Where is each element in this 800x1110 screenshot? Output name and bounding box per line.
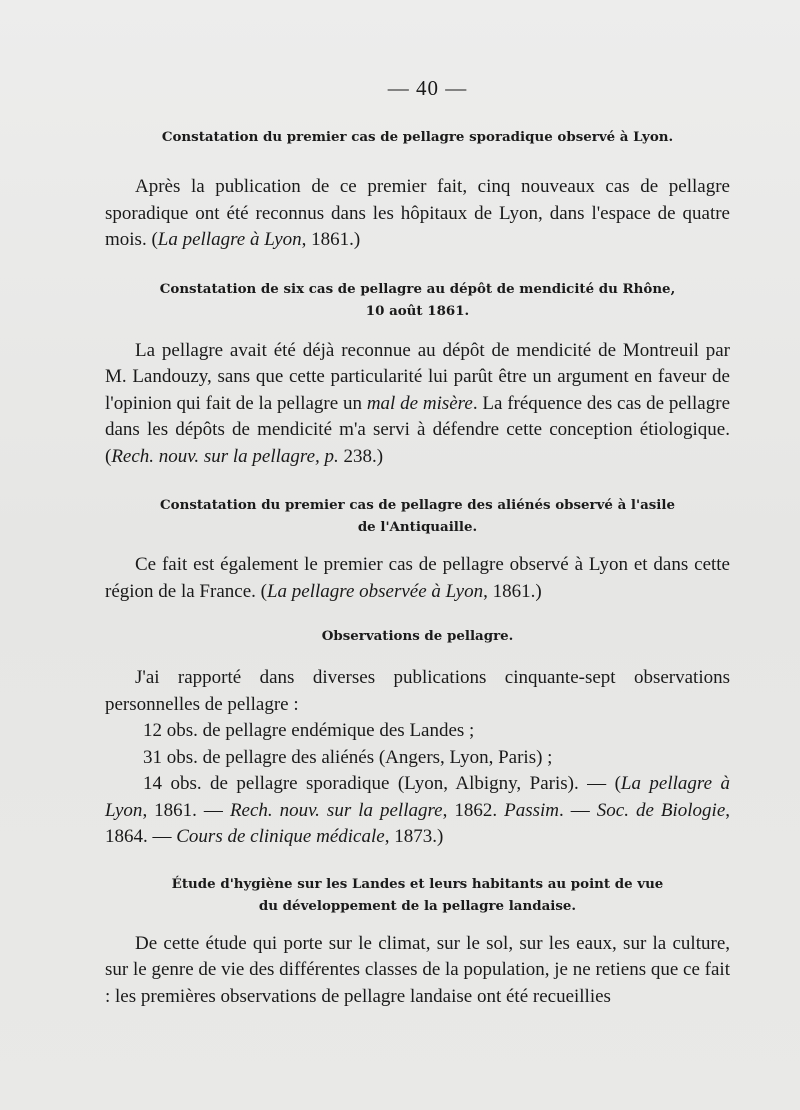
section-paragraph-2: La pellagre avait été déjà reconnue au dépôt de mendicité de Montreuil par M. Landouzy, sans que cette particularité lui parût être un argument en faveur de l'opinion qui fait de la pellagre un mal de misère. La fréquence des cas de pellagre dans les dépôts de mendicité m'a servi à défendre cette conception étiologique. (Rech. nouv. sur la pellagre, p. 238.) bbox=[105, 339, 731, 467]
section-paragraph-1: Après la publication de ce premier fait, cinq nouveaux cas de pellagre sporadique ont été reconnus dans les hôpitaux de Lyon, dans l'espace de quatre mois. (La pellagre à Lyon, 1861.) bbox=[105, 176, 730, 250]
section-heading-2: Constatation de six cas de pellagre au dépôt de mendicité du Rhône, 10 août 1861. bbox=[159, 280, 676, 319]
list-item: 12 obs. de pellagre endémique des Landes ; bbox=[143, 720, 475, 741]
section-heading-5: Étude d'hygiène sur les Landes et leurs habitants au point de vue du développement de la pellagre landaise. bbox=[171, 875, 664, 914]
section-heading-1: Constatation du premier cas de pellagre sporadique observé à Lyon. bbox=[161, 129, 674, 145]
section-heading-3: Constatation du premier cas de pellagre des aliénés observé à l'asile de l'Antiquaille. bbox=[160, 497, 675, 535]
observations-intro: J'ai rapporté dans diverses publications cinquante-sept observations personnelles de pellagre : bbox=[105, 667, 730, 715]
section-heading-4: Observations de pellagre. bbox=[321, 628, 514, 644]
page-number: — 40 — bbox=[387, 76, 468, 100]
section-paragraph-3: Ce fait est également le premier cas de pellagre observé à Lyon et dans cette région de la France. (La pellagre observée à Lyon, 1861.) bbox=[105, 554, 730, 602]
section-paragraph-5: De cette étude qui porte sur le climat, sur le sol, sur les eaux, sur la culture, sur le genre de vie des différentes classes de la population, je ne retiens que ce fait : les premières observations de pellagre landaise ont été recueillies bbox=[105, 932, 730, 1007]
list-item: 31 obs. de pellagre des aliénés (Angers, Lyon, Paris) ; bbox=[143, 746, 553, 768]
list-item: 14 obs. de pellagre sporadique (Lyon, Albigny, Paris). — (La pellagre à Lyon, 1861. — Rech. nouv. sur la pellagre, 1862. Passim. — Soc. de Biologie, 1864. — Cours de clinique médicale, 1873.) bbox=[105, 773, 731, 847]
